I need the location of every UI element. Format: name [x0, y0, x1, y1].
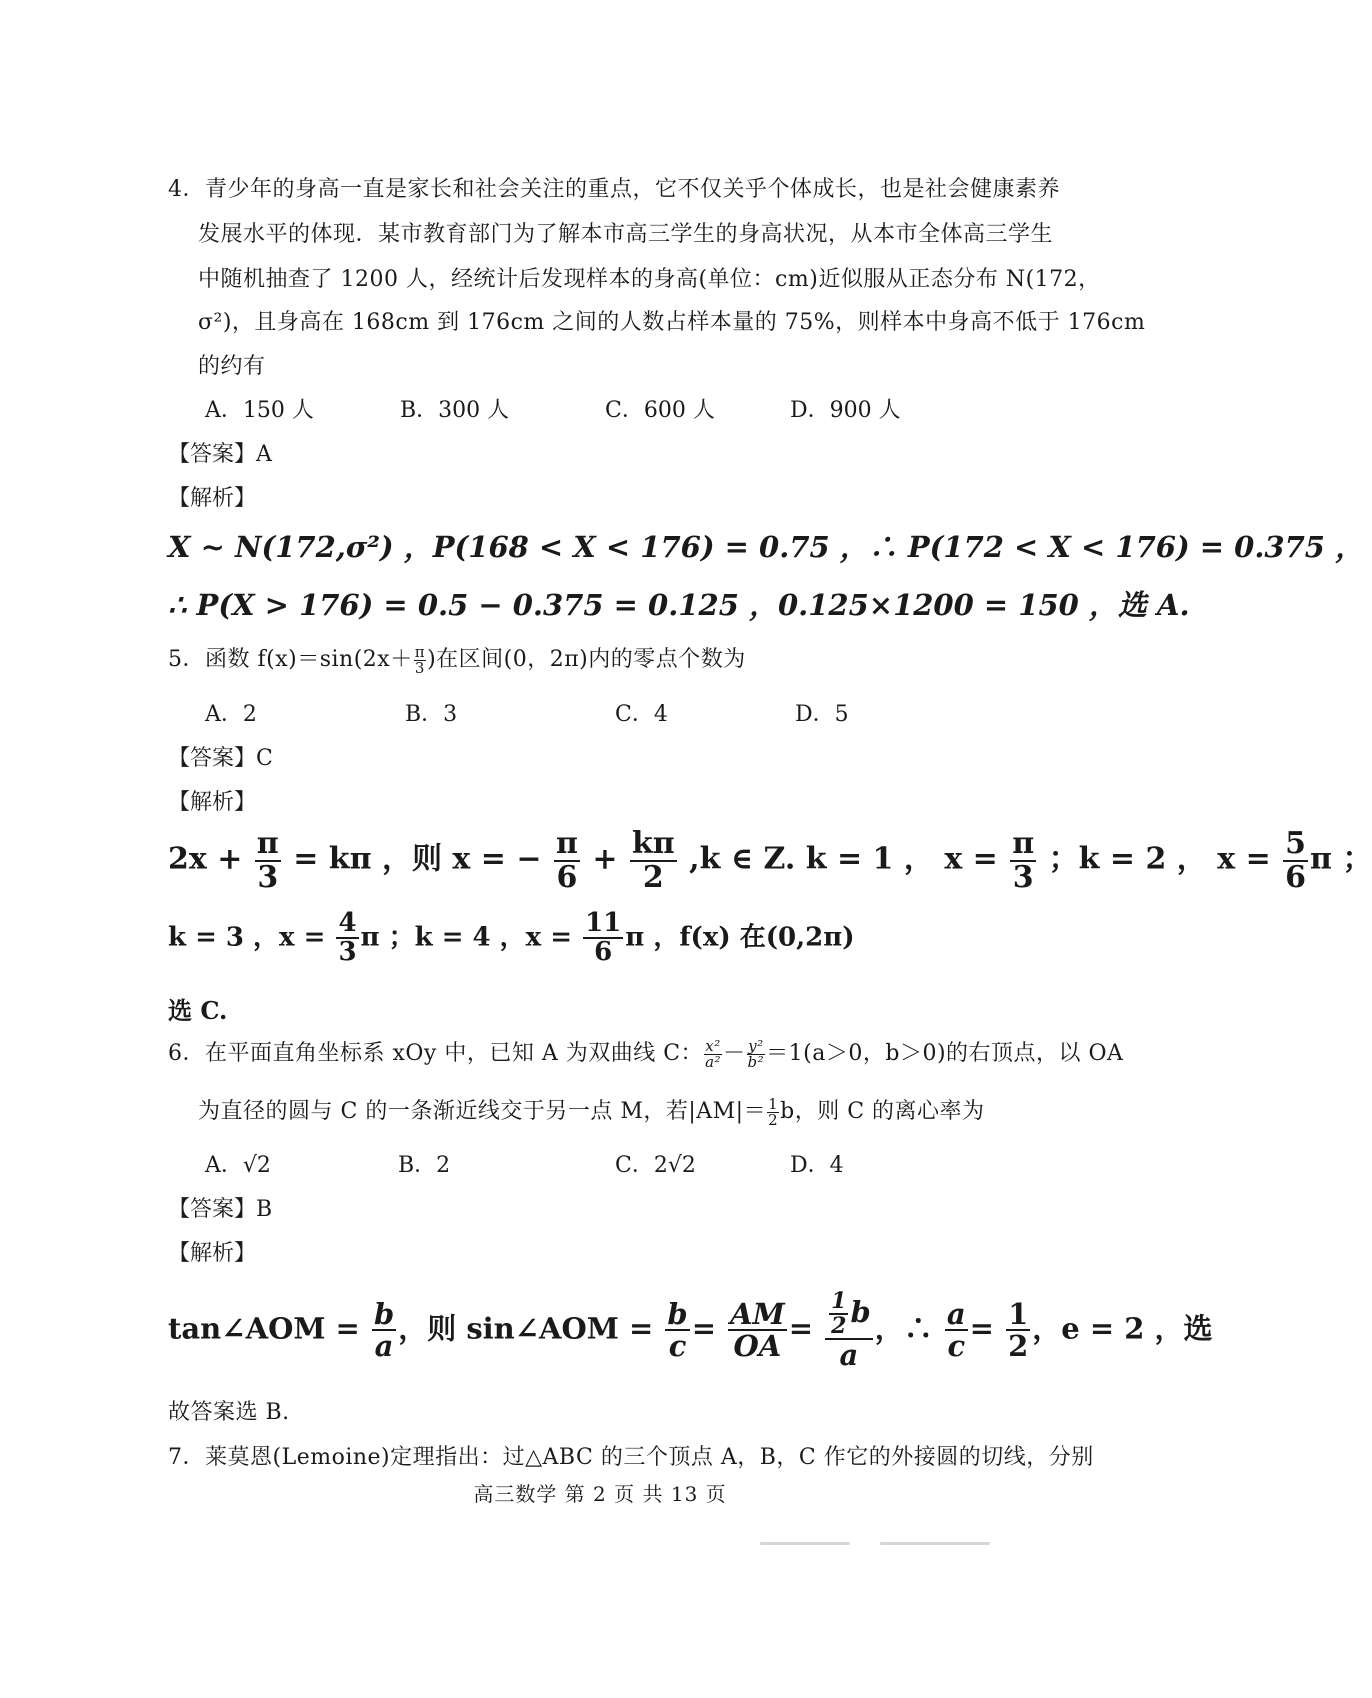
q6-frac-am-oa — [728, 1296, 787, 1364]
q6-stem2-b: b，则 C 的离心率为 — [780, 1099, 985, 1124]
q7-stem: 7．莱莫恩(Lemoine)定理指出：过△ABC 的三个顶点 A，B，C 作它的外接圆的切线，分别 — [168, 1445, 1094, 1470]
q5-frac-4-3 — [336, 910, 358, 967]
q5-frac-den: 6 — [1285, 859, 1307, 895]
q6-m-c: = — [691, 1311, 717, 1346]
q6-frac-y2-b2 — [747, 1036, 766, 1071]
q4-option-a: A．150 人 — [205, 398, 314, 423]
q6-conclusion: 故答案选 B. — [168, 1400, 290, 1425]
scan-smudge — [880, 1542, 990, 1545]
q5-s2-b: π ；k = 4 ，x = — [360, 922, 573, 953]
q4-solution-line-1: X ~ N(172,σ²) ，P(168 < X < 176) = 0.75 ，∴ P(172 < X < 176) = 0.375 ， — [168, 530, 1365, 564]
q6-frac-1-2 — [1006, 1296, 1030, 1364]
q6-frac-num: 1 — [768, 1094, 779, 1113]
q5-s1-a: 2x + — [168, 841, 243, 877]
q5-option-d: D．5 — [795, 702, 849, 727]
q5-frac-den: 2 — [642, 859, 664, 895]
q6-stem1-a: 6．在平面直角坐标系 xOy 中，已知 A 为双曲线 C： — [168, 1041, 704, 1066]
q6-stem-line-2 — [198, 1094, 985, 1128]
q4-option-d: D．900 人 — [790, 398, 901, 423]
q5-option-a: A．2 — [205, 702, 257, 727]
q5-option-c: C．4 — [615, 702, 668, 727]
q6-option-d: D．4 — [790, 1153, 844, 1178]
q6-option-c: C．2√2 — [615, 1153, 696, 1178]
q5-solution-line-2 — [168, 910, 855, 967]
q5-s1-f: π ； — [1310, 841, 1372, 877]
q4-line-2: 发展水平的体现．某市教育部门为了解本市高三学生的身高状况，从本市全体高三学生 — [198, 222, 1054, 247]
q6-frac-den: a² — [705, 1052, 722, 1071]
q5-conclusion: 选 C. — [168, 996, 228, 1025]
q6-frac-den: b² — [747, 1052, 765, 1071]
q5-s1-b: = kπ ，则 x = − — [293, 841, 542, 877]
q5-stem-frac-num: π — [414, 642, 426, 661]
q6-m-f: = — [969, 1311, 994, 1346]
q5-frac-num: 5 — [1285, 826, 1307, 861]
q5-s2-a: k = 3 ，x = — [168, 922, 326, 953]
q6-m-a: tan∠AOM = — [168, 1311, 360, 1346]
q6-analysis-label: 【解析】 — [168, 1241, 257, 1266]
q5-frac-num: 11 — [585, 908, 622, 938]
q6-frac-a-c — [945, 1296, 968, 1364]
q6-frac-b-c — [665, 1296, 689, 1364]
q5-frac-pi-3 — [255, 828, 281, 893]
q6-frac-inner-b: b — [850, 1295, 871, 1330]
q6-frac-num: b — [667, 1296, 688, 1331]
q6-frac-num: AM — [730, 1296, 785, 1331]
q6-option-a: A．√2 — [205, 1153, 271, 1178]
q4-option-b: B．300 人 — [400, 398, 510, 423]
q6-frac-num: b — [373, 1296, 395, 1331]
q6-frac-den: a — [839, 1338, 859, 1373]
q5-s1-d: ,k ∈ Z. k = 1 ， x = — [689, 841, 998, 877]
q5-frac-num: π — [256, 826, 279, 861]
q5-frac-5-6 — [1283, 828, 1308, 893]
q6-frac-den: OA — [733, 1329, 782, 1364]
q5-answer: 【答案】C — [168, 746, 273, 771]
q6-option-b: B．2 — [398, 1153, 451, 1178]
q6-frac-num — [825, 1290, 873, 1340]
q6-frac-num: x² — [705, 1036, 721, 1055]
q5-option-b: B．3 — [405, 702, 458, 727]
q5-frac-num: 4 — [338, 908, 357, 938]
q5-analysis-label: 【解析】 — [168, 790, 257, 815]
q6-frac-den: c — [668, 1329, 687, 1364]
q6-m-e: ，∴ — [874, 1311, 933, 1346]
q4-line-5: 的约有 — [198, 354, 266, 379]
q5-frac-den: 3 — [257, 859, 279, 895]
q4-analysis-label: 【解析】 — [168, 486, 257, 511]
q4-line-3: 中随机抽查了 1200 人，经统计后发现样本的身高(单位：cm)近似服从正态分布 N(172， — [198, 267, 1101, 292]
q6-frac-num: y² — [748, 1036, 764, 1055]
q6-frac-den: c — [947, 1329, 966, 1364]
q5-frac-den: 3 — [338, 937, 357, 968]
q5-frac-kpi-2 — [630, 828, 677, 893]
q5-stem-frac-den: 3 — [414, 658, 425, 677]
q6-frac-den: a — [374, 1329, 394, 1364]
q5-stem-part-b: )在区间(0，2π)内的零点个数为 — [427, 647, 746, 672]
q6-frac-num: 1 — [1008, 1296, 1029, 1331]
page-footer: 高三数学 第 2 页 共 13 页 — [473, 1482, 727, 1506]
q6-m-g: ，e = 2 ，选 — [1032, 1311, 1213, 1346]
q4-option-c: C．600 人 — [605, 398, 715, 423]
q5-stem-part-a: 5．函数 f(x)＝sin(2x＋ — [168, 647, 413, 672]
q4-line-1: 4．青少年的身高一直是家长和社会关注的重点，它不仅关乎个体成长，也是社会健康素养 — [168, 177, 1061, 202]
q6-m-d: = — [788, 1311, 814, 1346]
q5-frac-pi-6 — [554, 828, 580, 893]
q5-stem — [168, 642, 746, 676]
q6-frac-num: a — [946, 1296, 966, 1331]
q5-frac-den: 3 — [1012, 859, 1034, 895]
q6-frac-den: 2 — [768, 1110, 779, 1129]
q6-m-b: ，则 sin∠AOM = — [398, 1311, 654, 1346]
scan-smudge — [760, 1542, 850, 1545]
q4-solution-line-2: ∴ P(X > 176) = 0.5 − 0.375 = 0.125 ，0.125×1200 = 150 ，选 A. — [168, 588, 1190, 622]
q5-stem-fraction — [414, 642, 426, 677]
q6-frac-num: 1 — [831, 1288, 847, 1314]
q5-solution-line-1 — [168, 828, 1372, 893]
q4-line-4: σ²)，且身高在 168cm 到 176cm 之间的人数占样本量的 75%，则样本中身高不低于 176cm — [198, 310, 1146, 335]
q4-answer: 【答案】A — [168, 442, 272, 467]
q5-frac-num: π — [555, 826, 578, 861]
q6-solution — [168, 1290, 1213, 1371]
q6-frac-den: 2 — [831, 1313, 847, 1340]
q5-frac-num: π — [1012, 826, 1035, 861]
q5-s2-c: π ，f(x) 在(0,2π) — [625, 922, 855, 953]
q5-frac-den: 6 — [594, 937, 613, 968]
q5-s1-c: + — [592, 841, 618, 877]
q6-frac-half — [767, 1094, 779, 1129]
q5-frac-den: 6 — [556, 859, 578, 895]
q6-frac-b-a — [372, 1296, 396, 1364]
q5-frac-pi-3-b — [1010, 828, 1036, 893]
q6-stem1-b: ＝1(a＞0，b＞0)的右顶点，以 OA — [766, 1041, 1124, 1066]
q5-frac-11-6 — [583, 910, 623, 967]
q6-stem-line-1: 6．在平面直角坐标系 xOy 中，已知 A 为双曲线 C： $\frac{\text{x²}}{\text{a²}}$ － $\frac{\text{y²}}{\text{b²}}$ ＝1(a＞0，b＞0)的右顶点，以 OA — [168, 1036, 1124, 1071]
q6-frac-halfb-a — [825, 1290, 873, 1371]
q6-frac-x2-a2 — [704, 1036, 722, 1071]
q5-s1-e: ；k = 2 ， x = — [1048, 841, 1271, 877]
q5-frac-num: kπ — [631, 826, 675, 861]
q6-frac-inner-half — [829, 1290, 848, 1338]
q6-stem2-a: 为直径的圆与 C 的一条渐近线交于另一点 M，若|AM|＝ — [198, 1099, 767, 1124]
q6-answer: 【答案】B — [168, 1197, 273, 1222]
q6-frac-den: 2 — [1008, 1329, 1029, 1364]
